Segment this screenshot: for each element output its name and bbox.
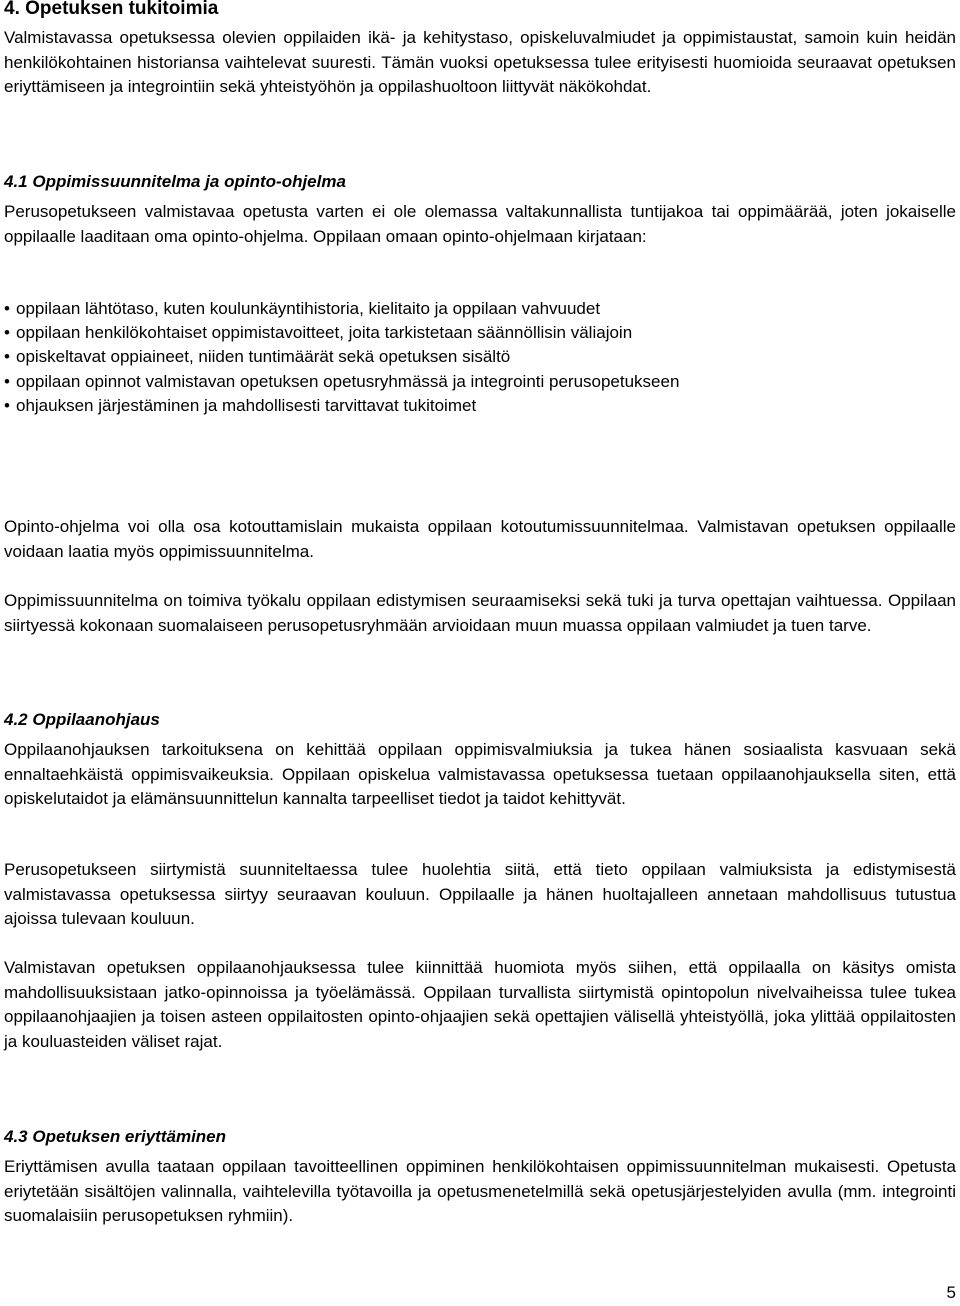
list-item <box>4 297 724 321</box>
bullet-icon: • <box>4 395 10 415</box>
list-item-text: ohjauksen järjestäminen ja mahdollisesti tarvittavat tukitoimet <box>16 395 477 415</box>
list-item-text: oppilaan henkilökohtaiset oppimistavoitteet, joita tarkistetaan säännöllisin väliajoin <box>16 323 633 343</box>
section-4-2-paragraph-1: Oppilaanohjauksen tarkoituksena on kehittää oppilaan oppimisvalmiuksia ja tukea hänen sosiaalista kasvuaan sekä ennaltaehkäistä oppimisvaikeuksia. Oppilaan opiskelua valmistavassa opetuksessa tuetaan oppilaanohjauksella siten, että opiskelutaidot ja elämänsuunnittelun kannalta tarpeelliset tiedot ja taidot kehittyvät. <box>4 740 956 808</box>
section-4-1-heading: 4.1 Oppimissuunnitelma ja opinto-ohjelma <box>4 172 346 191</box>
bullet-icon: • <box>4 371 10 391</box>
list-item <box>4 370 724 394</box>
list-item <box>4 345 724 369</box>
list-item-text: opiskeltavat oppiaineet, niiden tuntimäärät sekä opetuksen sisältö <box>16 347 511 367</box>
section-4-2-heading: 4.2 Oppilaanohjaus <box>4 710 160 729</box>
list-item-text: oppilaan opinnot valmistavan opetuksen opetusryhmässä ja integrointi perusopetukseen <box>16 371 680 391</box>
section-4-2-paragraph-2: Perusopetukseen siirtymistä suunniteltaessa tulee huolehtia siitä, että tieto oppilaan valmiuksista ja edistymisestä valmistavassa opetuksessa siirtyy seuraavan kouluun. Oppilaalle ja hänen huoltajalleen annetaan mahdollisuus tutustua ajoissa tulevaan kouluun. <box>4 860 956 928</box>
section-4-intro: Valmistavassa opetuksessa olevien oppilaiden ikä- ja kehitystaso, opiskeluvalmiudet ja oppimistaustat, samoin kuin heidän henkilökohtainen historiansa vaihtelevat suuresti. Tämän vuoksi opetuksessa tulee erityisesti huomioida seuraavat opetuksen eriyttämiseen ja integrointiin sekä yhteistyöhön ja oppilashuoltoon liittyvät näkökohdat. <box>4 28 956 96</box>
section-4-2-paragraph-3: Valmistavan opetuksen oppilaanohjauksessa tulee kiinnittää huomiota myös siihen, että oppilaalla on käsitys omista mahdollisuuksistaan jatko-opinnoissa ja työelämässä. Oppilaan turvallista siirtymistä opintopolun nivelvaiheissa tulee tukea oppilaanohjaajien ja toisen asteen oppilaitosten opinto-ohjaajien sekä opettajien välisellä yhteistyöllä, joka ylittää oppilaitosten ja kouluasteiden väliset rajat. <box>4 958 956 1051</box>
section-4-1-paragraph-3: Oppimissuunnitelma on toimiva työkalu oppilaan edistymisen seuraamiseksi sekä tuki ja turva opettajan vaihtuessa. Oppilaan siirtyessä kokonaan suomalaiseen perusopetusryhmään arvioidaan muun muassa oppilaan valmiudet ja tuen tarve. <box>4 591 956 635</box>
page-number: 5 <box>946 1283 956 1302</box>
section-4-1-paragraph-1: Perusopetukseen valmistavaa opetusta varten ei ole olemassa valtakunnallista tuntijakoa tai oppimäärää, joten jokaiselle oppilaalle laaditaan oma opinto-ohjelma. Oppilaan omaan opinto-ohjelmaan kirjataan: <box>4 202 956 246</box>
bullet-icon: • <box>4 323 10 343</box>
bullet-icon: • <box>4 299 10 318</box>
list-item-text: oppilaan lähtötaso, kuten koulunkäyntihistoria, kielitaito ja oppilaan vahvuudet <box>16 299 601 318</box>
list-item <box>4 394 724 418</box>
bullet-icon: • <box>4 347 10 367</box>
study-program-contents-list <box>4 297 724 418</box>
list-item <box>4 321 724 345</box>
section-4-3-paragraph-1: Eriyttämisen avulla taataan oppilaan tavoitteellinen oppiminen henkilökohtaisen oppimissuunnitelman mukaisesti. Opetusta eriytetään sisältöjen valinnalla, vaihtelevilla työtavoilla ja opetusmenetelmillä sekä opetusjärjestelyiden avulla (mm. integrointi suomalaisiin perusopetuksen ryhmiin). <box>4 1157 956 1225</box>
section-4-heading: 4. Opetuksen tukitoimia <box>4 0 219 19</box>
section-4-3-heading: 4.3 Opetuksen eriyttäminen <box>4 1127 227 1146</box>
section-4-1-paragraph-2: Opinto-ohjelma voi olla osa kotouttamislain mukaista oppilaan kotoutumissuunnitelmaa. Valmistavan opetuksen oppilaalle voidaan laatia myös oppimissuunnitelma. <box>4 517 956 561</box>
